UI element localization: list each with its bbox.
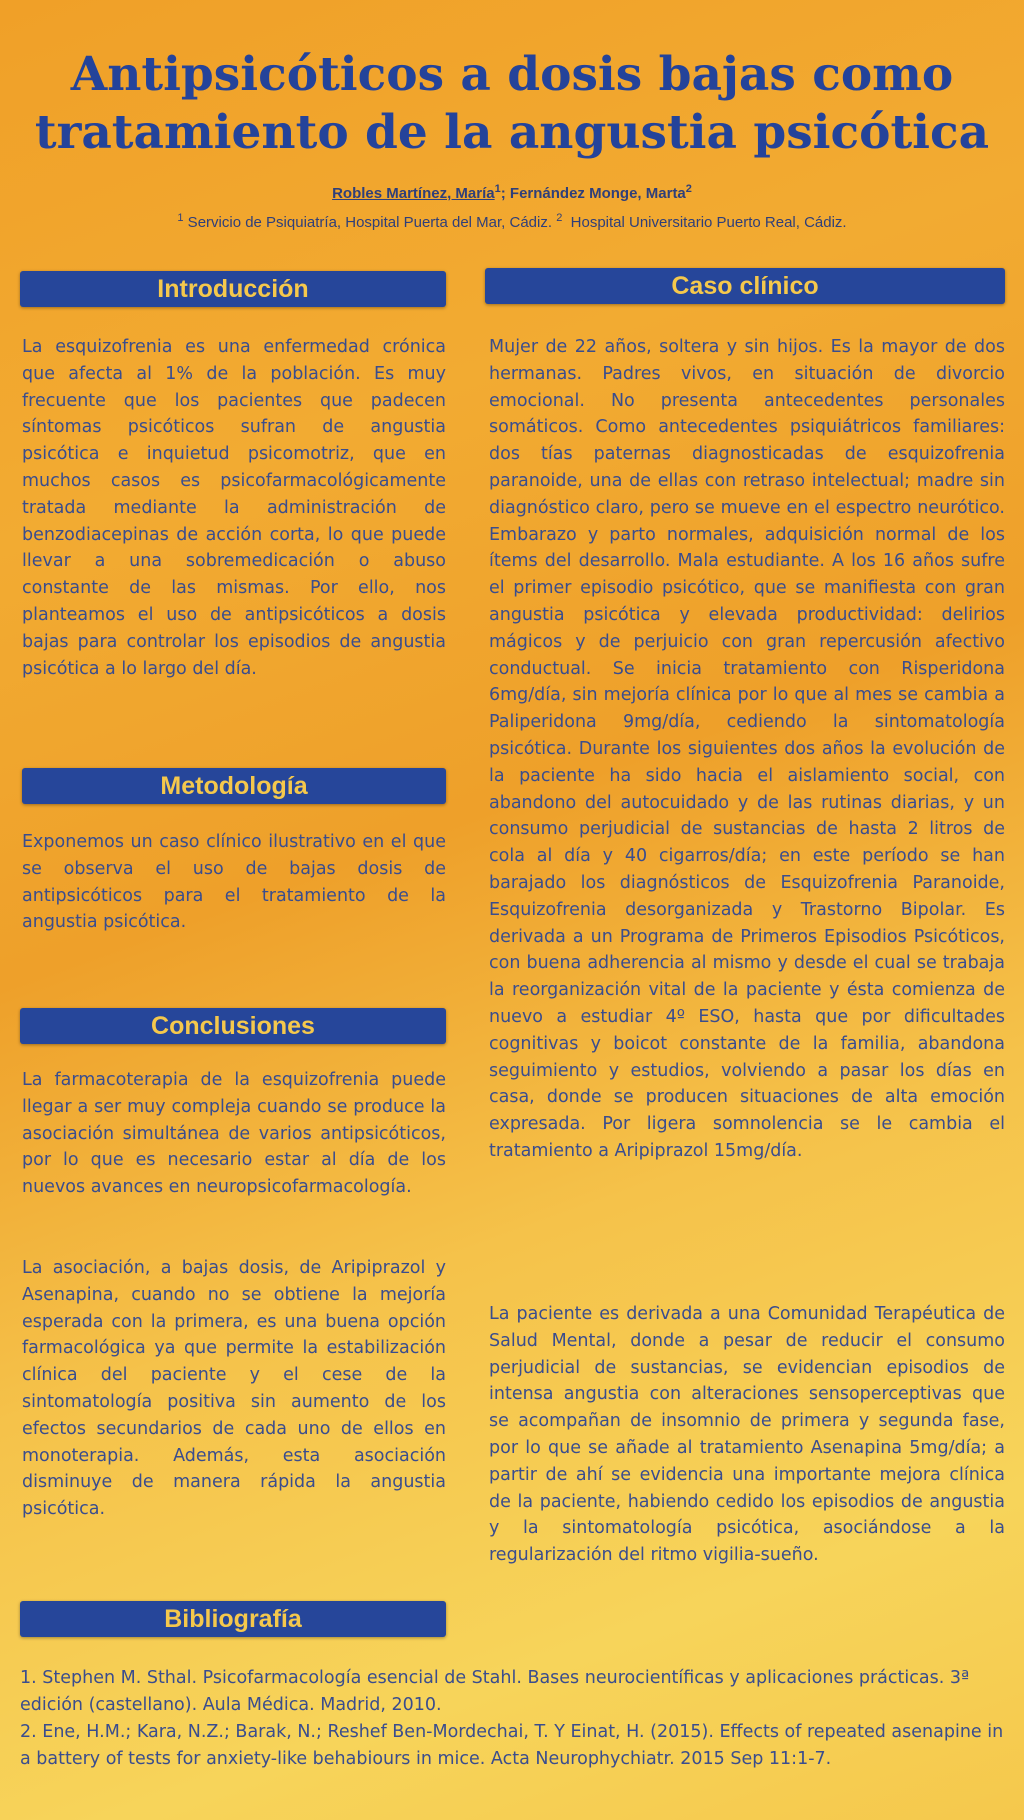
author-2-sup: 2 <box>685 183 692 195</box>
affil-1-sup: 1 <box>177 212 184 224</box>
poster-title <box>0 46 1024 162</box>
caso-clinico-text-1: Mujer de 22 años, soltera y sin hijos. Es la mayor de dos hermanas. Padres vivos, en situación de divorcio emocional. No presenta antecedentes personales somáticos. Como antecedentes psiquiátricos familiares: dos tías paternas diagnosticadas de esquizofrenia paranoide, una de ellas con retraso intelectual; madre sin diagnóstico claro, pero se mueve en el espectro neurótico. Embarazo y parto normales, adquisición normal de los ítems del desarrollo. Mala estudiante. A los 16 años sufre el primer episodio psicótico, que se manifiesta con gran angustia psicótica y elevada productividad: delirios mágicos y de perjuicio con gran repercusión afectivo conductual. Se inicia tratamiento con Risperidona 6mg/día, sin mejoría clínica por lo que al mes se cambia a Paliperidona 9mg/día, cediendo la sintomatología psicótica. Durante los siguientes dos años la evolución de la paciente ha sido hacia el aislamiento social, con abandono del autocuidado y de las rutinas diarias, y un consumo perjudicial de sustancias de hasta 2 litros de cola al día y 40 cigarros/día; en este período se han barajado los diagnósticos de Esquizofrenia Paranoide, Esquizofrenia desorganizada y Trastorno Bipolar. Es derivada a un Programa de Primeros Episodios Psicóticos, con buena adherencia al mismo y desde el cual se trabaja la reorganización vital de la paciente y ésta comienza de nuevo a estudiar 4º ESO, hasta que por dificultades cognitivas y boicot constante de la familia, abandona seguimiento y estudios, volviendo a pasar los días en casa, donde se producen situaciones de alta emoción expresada. Por ligera somnolencia se le cambia el tratamiento a Aripiprazol 15mg/día. <box>489 337 1005 1161</box>
affil-1: Servicio de Psiquiatría, Hospital Puerta del Mar, Cádiz. <box>183 214 557 231</box>
author-separator: ; <box>500 185 510 202</box>
title-line-2: tratamiento de la angustia psicótica <box>34 105 990 160</box>
heading-conclusiones-label: Conclusiones <box>151 1011 315 1040</box>
bibliografia-ref-1: 1. Stephen M. Sthal. Psicofarmacología esencial de Stahl. Bases neurocientíficas y aplicaciones prácticas. 3ª edición (castellano). Aula Médica. Madrid, 2010. <box>20 1668 970 1715</box>
heading-introduccion-label: Introducción <box>157 274 309 303</box>
caso-clinico-text-2: La paciente es derivada a una Comunidad Terapéutica de Salud Mental, donde a pesar de reducir el consumo perjudicial de sustancias, se evidencian episodios de intensa angustia con alteraciones sensoperceptivas que se acompañan de insomnio de primera y segunda fase, por lo que se añade al tratamiento Asenapina 5mg/día; a partir de ahí se evidencia una importante mejora clínica de la paciente, habiendo cedido los episodios de angustia y la sintomatología psicótica, asociándose a la regularización del ritmo vigilia-sueño. <box>489 1304 1005 1566</box>
heading-bibliografia-label: Bibliografía <box>164 1604 302 1633</box>
affil-2-sup: 2 <box>556 212 563 224</box>
author-1-sup: 1 <box>494 183 501 195</box>
metodologia-text: Exponemos un caso clínico ilustrativo en el que se observa el uso de bajas dosis de antipsicóticos para el tratamiento de la angustia psicótica. <box>22 832 446 933</box>
conclusiones-text-1: La farmacoterapia de la esquizofrenia puede llegar a ser muy compleja cuando se produce la asociación simultánea de varios antipsicóticos, por lo que es necesario estar al día de los nuevos avances en neuropsicofarmacología. <box>22 1070 446 1198</box>
heading-bibliografia <box>20 1601 446 1637</box>
conclusiones-text-2: La asociación, a bajas dosis, de Aripiprazol y Asenapina, cuando no se obtiene la mejoría esperada con la primera, es una buena opción farmacológica ya que permite la estabilización clínica del paciente y el cese de la sintomatología positiva sin aumento de los efectos secundarios de cada uno de ellos en monoterapia. Además, esta asociación disminuye de manera rápida la angustia psicótica. <box>22 1258 446 1520</box>
bibliografia-ref-2: 2. Ene, H.M.; Kara, N.Z.; Barak, N.; Reshef Ben-Mordechai, T. Y Einat, H. (2015). Effects of repeated asenapine in a battery of tests for anxiety-like behabiours in mice. Acta Neurophychiatr. 2015 Sep 11:1-7. <box>20 1722 1004 1769</box>
affiliations-line <box>0 212 1024 231</box>
author-1: Robles Martínez, María <box>332 185 495 202</box>
heading-conclusiones <box>20 1008 446 1044</box>
affil-2: Hospital Universitario Puerto Real, Cádiz. <box>562 214 847 231</box>
heading-caso-clinico <box>485 268 1005 304</box>
heading-metodologia-label: Metodología <box>160 771 308 800</box>
introduccion-text: La esquizofrenia es una enfermedad crónica que afecta al 1% de la población. Es muy frecuente que los pacientes que padecen síntomas psicóticos sufran de angustia psicótica e inquietud psicomotriz, que en muchos casos es psicofarmacológicamente tratada mediante la administración de benzodiacepinas de acción corta, lo que puede llevar a una sobremedicación o abuso constante de las mismas. Por ello, nos planteamos el uso de antipsicóticos a dosis bajas para controlar los episodios de angustia psicótica a lo largo del día. <box>22 337 446 679</box>
heading-caso-clinico-label: Caso clínico <box>671 271 819 300</box>
author-2: Fernández Monge, Marta <box>509 185 686 202</box>
heading-introduccion <box>20 271 446 307</box>
title-line-1: Antipsicóticos a dosis bajas como <box>70 47 954 102</box>
heading-metodologia <box>22 768 446 804</box>
authors-line <box>0 183 1024 202</box>
